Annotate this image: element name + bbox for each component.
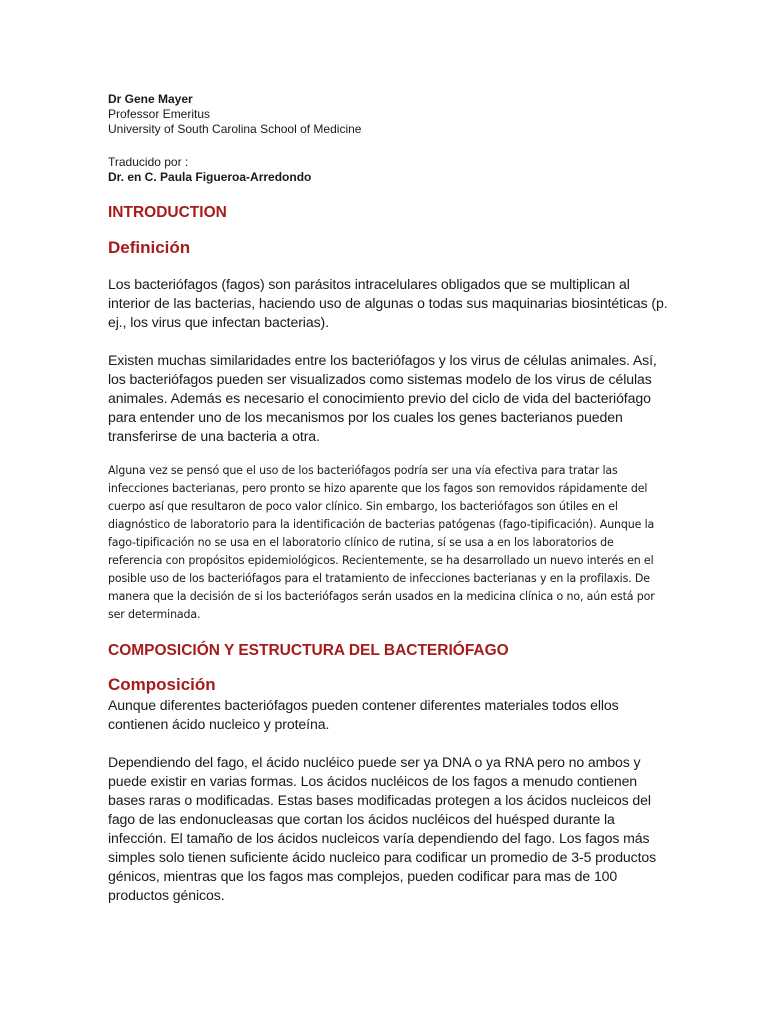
translator-name: Dr. en C. Paula Figueroa-Arredondo	[108, 170, 312, 184]
intro-paragraph-2: Existen muchas similaridades entre los bacteriófagos y los virus de células animales. Así, los bacteriófagos pueden ser visualizados como sistemas modelo de los virus de células animales. Además es necesario el conocimiento previo del ciclo de vida del bacteriófago para entender uno de los mecanismos por los cuales los genes bacterianos pueden transferirse de una bacteria a otra.	[108, 352, 657, 444]
intro-paragraph-1: Los bacteriófagos (fagos) son parásitos intracelulares obligados que se multiplican al interior de las bacterias, haciendo uso de algunas o todas sus maquinarias biosintéticas (p. ej., los virus que infectan bacterias).	[108, 276, 668, 330]
composition-structure-heading: COMPOSICIÓN Y ESTRUCTURA DEL BACTERIÓFAGO	[108, 642, 509, 659]
introduction-heading: INTRODUCTION	[108, 204, 227, 221]
author-block	[108, 92, 668, 185]
composition-heading: Composición	[108, 675, 216, 694]
author-title: Professor Emeritus	[108, 107, 211, 121]
author-name: Dr Gene Mayer	[108, 92, 193, 106]
definition-heading: Definición	[108, 238, 191, 257]
author-affiliation: University of South Carolina School of Medicine	[108, 122, 362, 136]
document-page	[108, 92, 668, 905]
composition-paragraph-2: Dependiendo del fago, el ácido nucléico puede ser ya DNA o ya RNA pero no ambos y puede existir en varias formas. Los ácidos nucléicos de los fagos a menudo contienen bases raras o modificadas. Estas bases modificadas protegen a los ácidos nucleicos del fago de las endonucleasas que cortan los ácidos nucléicos del huésped durante la infección. El tamaño de los ácidos nucleicos varía dependiendo del fago. Los fagos más simples solo tienen suficiente ácido nucleico para codificar un promedio de 3-5 productos génicos, mientras que los fagos mas complejos, pueden codificar para mas de 100 productos génicos.	[108, 754, 657, 903]
composition-paragraph-1: Aunque diferentes bacteriófagos pueden contener diferentes materiales todos ellos contienen ácido nucleico y proteína.	[108, 697, 619, 732]
translated-by-label: Traducido por :	[108, 155, 189, 169]
intro-paragraph-3: Alguna vez se pensó que el uso de los bacteriófagos podría ser una vía efectiva para tratar las infecciones bacterianas, pero pronto se hizo aparente que los fagos son removidos rápidamente del cuerpo así que resultaron de poco valor clínico. Sin embargo, los bacteriófagos son útiles en el diagnóstico de laboratorio para la identificación de bacterias patógenas (fago-tipificación). Aunque la fago-tipificación no se usa en el laboratorio clínico de rutina, sí se usa a en los laboratorios de referencia con propósitos epidemiológicos. Recientemente, se ha desarrollado un nuevo interés en el posible uso de los bacteriófagos para el tratamiento de infecciones bacterianas y en la profilaxis. De manera que la decisión de si los bacteriófagos serán usados en la medicina clínica o no, aún está por ser determinada.	[108, 464, 655, 621]
